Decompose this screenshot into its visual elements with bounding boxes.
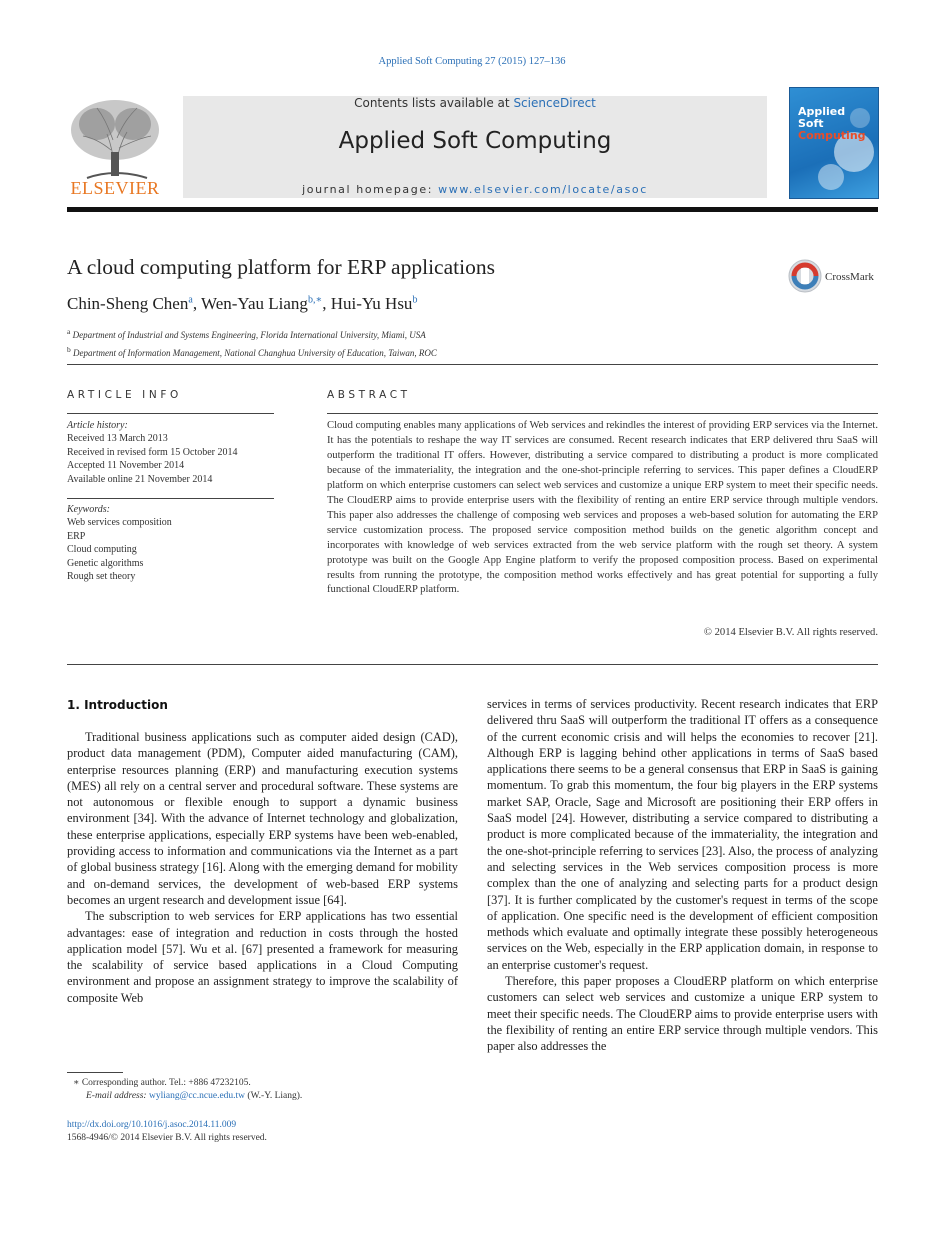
crossmark-icon (788, 259, 822, 293)
contents-prefix: Contents lists available at (354, 96, 514, 110)
affiliation-text: Department of Industrial and Systems Engineering, Florida International University, Miami, USA (72, 330, 426, 340)
abstract-copyright: © 2014 Elsevier B.V. All rights reserved. (703, 627, 878, 638)
history-item: Received in revised form 15 October 2014 (67, 446, 238, 458)
body-column-left (67, 729, 458, 1006)
doi-block (67, 1119, 267, 1146)
contents-available-line (183, 96, 767, 110)
affiliations (67, 325, 437, 360)
history-item: Received 13 March 2013 (67, 433, 168, 445)
email-suffix: (W.-Y. Liang). (245, 1091, 303, 1102)
body-column-right (487, 696, 878, 1055)
author-affiliation-marker[interactable]: b,∗ (307, 294, 323, 306)
footnote-rule (67, 1072, 123, 1073)
journal-homepage-link[interactable]: www.elsevier.com/locate/asoc (438, 183, 648, 196)
crossmark-label: CrossMark (825, 271, 874, 283)
article-history (67, 419, 238, 486)
affiliation-marker: b (67, 344, 71, 354)
introduction-heading: 1. Introduction (67, 698, 168, 712)
doi-link[interactable]: http://dx.doi.org/10.1016/j.asoc.2014.11.009 (67, 1120, 237, 1130)
header-rule (67, 207, 878, 212)
article-info-heading: ARTICLE INFO (67, 389, 182, 401)
keyword-item: Rough set theory (67, 571, 136, 583)
cover-title-line1: Applied (798, 105, 846, 118)
cover-title-line3: Computing (798, 129, 866, 142)
body-paragraph: The subscription to web services for ERP applications has two essential advantages: ease of integration and reduction in costs through the hosted application model [57]. Wu et al. [67] presented a framework for measuring the scalability of service based applications in a Cloud Computing environment and propose an assignment strategy to improve the scalability of composite Web (67, 909, 458, 1005)
history-item: Accepted 11 November 2014 (67, 460, 185, 472)
abstract-heading: ABSTRACT (327, 389, 411, 401)
author-name: Wen-Yau Liang (201, 294, 308, 313)
paper-title: A cloud computing platform for ERP applications (67, 255, 495, 279)
crossmark-badge[interactable] (788, 259, 880, 295)
affiliation-item (67, 343, 437, 361)
email-note (67, 1090, 302, 1103)
keywords-rule (67, 498, 274, 499)
keywords (67, 503, 172, 583)
elsevier-logo (67, 94, 163, 200)
journal-cover-image[interactable] (789, 87, 879, 199)
body-paragraph: Traditional business applications such as computer aided design (CAD), product data management (PDM), Computer aided manufacturing (CAM), enterprise resources planning (ERP) and manufacturing execution systems (MES) all rely on a central server and procedural software. These systems are not autonomous or flexible enough to support a dynamic business environment [34]. With the advance of Internet technology and globalization, these enterprise applications, especially ERP systems have been web-enabled, providing access to information and communications via the Internet as a part of global business strategy [16]. Along with the emerging demand for mobility and on-demand services, the development of web-based ERP systems becomes an urgent research and development issue [64]. (67, 730, 458, 907)
history-label: Article history: (67, 420, 128, 431)
journal-masthead (183, 96, 767, 198)
affiliation-marker: a (67, 327, 71, 336)
body-paragraph: services in terms of services productivity. Recent research indicates that ERP delivered thru SaaS will outperform the traditional IT offers as a consequence of the current economic crisis and will helps the economies to recover [21]. Although ERP is lagging behind other applications in terms of SaaS based applications there seems to be a general consensus that ERP in SaaS is gaining momentum. To grab this momentum, the four big players in the ERP systems market SAP, Oracle, Sage and Microsoft are positioning their ERP offers in SaaS model [24]. However, distributing a service compared to distributing a product is more complicated because of the immateriality, the integration and the one-shot-principle referring to services [23]. Also, the process of analyzing and selecting services in the Web services composition process is more complex than the one of analyzing and selecting parts for a product design [37]. It is further complicated by the customer's request in terms of the scope of application. One specific need is the development of efficient composition methods which evaluate and optimally integrate these possibly heterogeneous services on the Web, especially in the ERP application domain, in response to an enterprise customer's request. (487, 697, 878, 972)
journal-title: Applied Soft Computing (338, 128, 612, 154)
abstract-text: Cloud computing enables many applications of Web services and rekindles the interest of providing ERP services via the Internet. It has the potentials to reshape the way IT services are consumed. Recent research indicates that ERP delivered thru SaaS will outperform the traditional IT offers. However, distributing a service compared to distributing a product is more complicated because of the immateriality, the integration and the one-shot-principle referring to services. This paper defines a CloudERP platform on which enterprise customers can select web services and customize a unique ERP system to meet their specific needs. The CloudERP aims to provide enterprise users with the flexibility of renting an entire ERP service through multiple vendors. This paper also addresses the challenge of composing web services and proposes a web-based solution for automating the ERP service customization process. The proposed service composition method builds on the genetic algorithm concept and incorporates with knowledge of web services extracted from the web service platform with the rough set theory. A system prototype was built on the Google App Engine platform to verify the proposed composition process. Based on experimental results from running the prototype, the composition method works effectively and has great potential for supporting a fully functional CloudERP platform. (327, 420, 878, 596)
keyword-item: Cloud computing (67, 544, 137, 556)
section-rule (67, 664, 878, 665)
affiliation-item (67, 325, 437, 343)
email-label: E-mail address: (86, 1091, 149, 1102)
body-paragraph: Therefore, this paper proposes a CloudERP platform on which enterprise customers can select web services and customize a unique ERP system to meet their specific needs. The CloudERP aims to provide enterprise users with the flexibility of renting an entire ERP service through multiple vendors. This paper also addresses the (487, 974, 878, 1054)
sciencedirect-link[interactable]: ScienceDirect (513, 96, 596, 110)
journal-homepage-line (183, 183, 767, 196)
journal-reference-link[interactable]: Applied Soft Computing 27 (2015) 127–136 (378, 56, 566, 67)
abstract-rule (327, 413, 878, 414)
cover-title-line2: Soft (798, 117, 824, 130)
cover-title (798, 106, 874, 142)
history-item: Available online 21 November 2014 (67, 473, 213, 485)
keyword-item: ERP (67, 530, 86, 542)
article-info-rule (67, 413, 274, 414)
homepage-prefix: journal homepage: (302, 183, 439, 196)
author-name: Hui-Yu Hsu (330, 294, 413, 313)
author-affiliation-marker[interactable]: a (188, 294, 193, 306)
keywords-label: Keywords: (67, 504, 110, 515)
section-rule (67, 364, 878, 365)
author-affiliation-marker[interactable]: b (412, 294, 418, 306)
issn-line: 1568-4946/© 2014 Elsevier B.V. All rights reserved. (67, 1133, 267, 1144)
footnotes (67, 1077, 302, 1104)
author-list: Chin-Sheng Chen$^a$, Wen-Yau Liang$^{b,∗}$, Hui-Yu Hsu$^b$ (67, 294, 418, 313)
corresponding-author-note: ∗ Corresponding author. Tel.: +886 47232105. (73, 1078, 251, 1088)
affiliation-text: Department of Information Management, National Changhua University of Education, Taiwan, ROC (73, 347, 437, 358)
author-name: Chin-Sheng Chen (67, 294, 189, 313)
keyword-item: Web services composition (67, 517, 172, 529)
elsevier-logo-text: ELSEVIER (70, 178, 160, 198)
keyword-item: Genetic algorithms (67, 557, 144, 569)
email-link[interactable]: wyliang@cc.ncue.edu.tw (148, 1091, 246, 1102)
